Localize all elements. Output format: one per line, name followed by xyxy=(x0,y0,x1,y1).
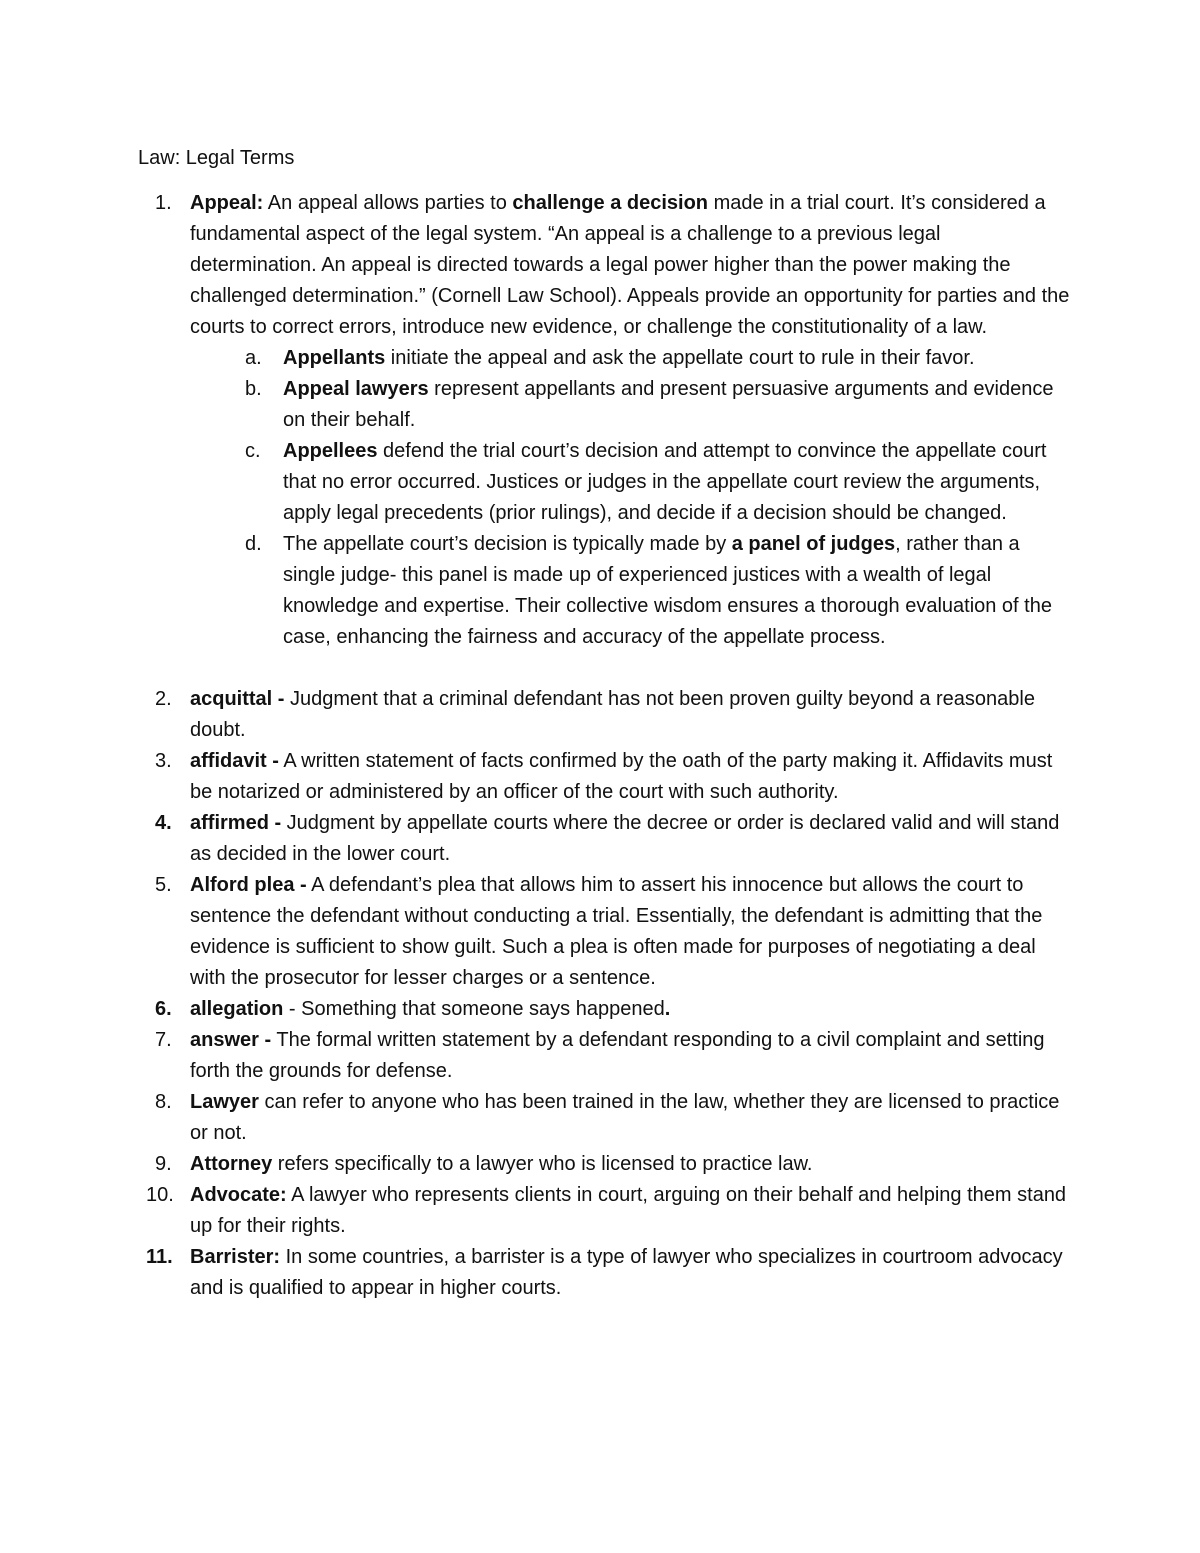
sub-term: Appellees xyxy=(283,440,378,462)
term-text: made in a trial court. It’s considered a fundamental aspect of the legal system. “An appeal is a challenge to a previous legal determination. An appeal is directed towards a legal power higher than the power making the challenged determination.” (Cornell Law School). Appeals provide an opportunity for parties and the courts to correct errors, introduce new evidence, or challenge the constitutionality of a law. xyxy=(190,192,1070,338)
list-number: 7. xyxy=(155,1029,172,1051)
subpoint-appellees xyxy=(245,436,1070,529)
appeal-subpoints xyxy=(190,343,1070,653)
document-title: Law: Legal Terms xyxy=(138,147,295,169)
term-text: In some countries, a barrister is a type of lawyer who specializes in courtroom advocacy and is qualified to appear in higher courts. xyxy=(190,1246,1063,1299)
list-number: 3. xyxy=(155,750,172,772)
term-name: affidavit - xyxy=(190,750,279,772)
subpoint-panel-of-judges xyxy=(245,529,1070,653)
list-number: 9. xyxy=(155,1153,172,1175)
sub-term: Appellants xyxy=(283,347,386,369)
term-lawyer xyxy=(155,1087,1070,1149)
term-name: Barrister: xyxy=(190,1246,281,1268)
term-name: affirmed - xyxy=(190,812,282,834)
list-number: 2. xyxy=(155,688,172,710)
subpoint-appellants xyxy=(245,343,1070,374)
list-number: 8. xyxy=(155,1091,172,1113)
term-affirmed xyxy=(155,808,1070,870)
sub-text: defend the trial court’s decision and attempt to convince the appellate court that no error occurred. Justices or judges in the appellate court review the arguments, apply legal precedents (prior rulings), and decide if a decision should be changed. xyxy=(283,440,1047,524)
term-text: A written statement of facts confirmed by the oath of the party making it. Affidavits must be notarized or administered by an officer of the court with such authority. xyxy=(190,750,1053,803)
sub-text: initiate the appeal and ask the appellate court to rule in their favor. xyxy=(385,347,975,369)
term-text: Judgment that a criminal defendant has not been proven guilty beyond a reasonable doubt. xyxy=(190,688,1035,741)
term-name: Advocate: xyxy=(190,1184,287,1206)
term-name: Appeal: xyxy=(190,192,264,214)
term-name: allegation xyxy=(190,998,284,1020)
term-name: answer - xyxy=(190,1029,272,1051)
sub-term: Appeal lawyers xyxy=(283,378,429,400)
term-allegation xyxy=(155,994,1070,1025)
term-acquittal xyxy=(155,684,1070,746)
term-text: refers specifically to a lawyer who is licensed to practice law. xyxy=(272,1153,813,1175)
sub-text: The appellate court’s decision is typically made by xyxy=(283,533,732,555)
sub-letter: a. xyxy=(245,347,262,369)
list-number: 10. xyxy=(146,1184,174,1206)
sub-text: represent appellants and present persuasive arguments and evidence on their behalf. xyxy=(283,378,1054,431)
sub-term: a panel of judges xyxy=(731,533,896,555)
sub-text: , rather than a single judge- this panel is made up of experienced justices with a wealth of legal knowledge and expertise. Their collective wisdom ensures a thorough evaluation of the case, enhancing the fairness and accuracy of the appellate process. xyxy=(283,533,1052,648)
subpoint-appeal-lawyers xyxy=(245,374,1070,436)
term-text: - Something that someone says happened xyxy=(283,998,665,1020)
term-name: Attorney xyxy=(190,1153,273,1175)
term-highlight: challenge a decision xyxy=(512,192,709,214)
term-text: can refer to anyone who has been trained in the law, whether they are licensed to practice or not. xyxy=(190,1091,1060,1144)
term-barrister xyxy=(146,1242,1070,1304)
sub-letter: b. xyxy=(245,378,262,400)
term-trailing: . xyxy=(664,998,671,1020)
term-name: Lawyer xyxy=(190,1091,259,1113)
term-alford-plea xyxy=(155,870,1070,994)
term-text: A lawyer who represents clients in court, arguing on their behalf and helping them stand up for their rights. xyxy=(190,1184,1067,1237)
term-appeal xyxy=(155,188,1070,684)
list-number: 1. xyxy=(155,192,172,214)
list-number: 4. xyxy=(155,812,172,834)
term-answer xyxy=(155,1025,1070,1087)
term-attorney xyxy=(155,1149,1070,1180)
term-text: An appeal allows parties to xyxy=(263,192,513,214)
term-text: A defendant’s plea that allows him to assert his innocence but allows the court to sentence the defendant without conducting a trial. Essentially, the defendant is admitting that the evidence is sufficient to show guilt. Such a plea is often made for purposes of negotiating a deal with the prosecutor for lesser charges or a sentence. xyxy=(190,874,1043,989)
term-name: acquittal - xyxy=(190,688,285,710)
term-affidavit xyxy=(155,746,1070,808)
blank-line xyxy=(190,653,1070,684)
term-text: Judgment by appellate courts where the decree or order is declared valid and will stand as decided in the lower court. xyxy=(190,812,1060,865)
list-number: 6. xyxy=(155,998,172,1020)
term-text: The formal written statement by a defendant responding to a civil complaint and setting forth the grounds for defense. xyxy=(190,1029,1045,1082)
sub-letter: d. xyxy=(245,533,262,555)
terms-list xyxy=(146,188,1070,1304)
list-number: 5. xyxy=(155,874,172,896)
term-advocate xyxy=(146,1180,1070,1242)
list-number: 11. xyxy=(146,1246,173,1268)
term-name: Alford plea - xyxy=(190,874,307,896)
sub-letter: c. xyxy=(245,440,261,462)
